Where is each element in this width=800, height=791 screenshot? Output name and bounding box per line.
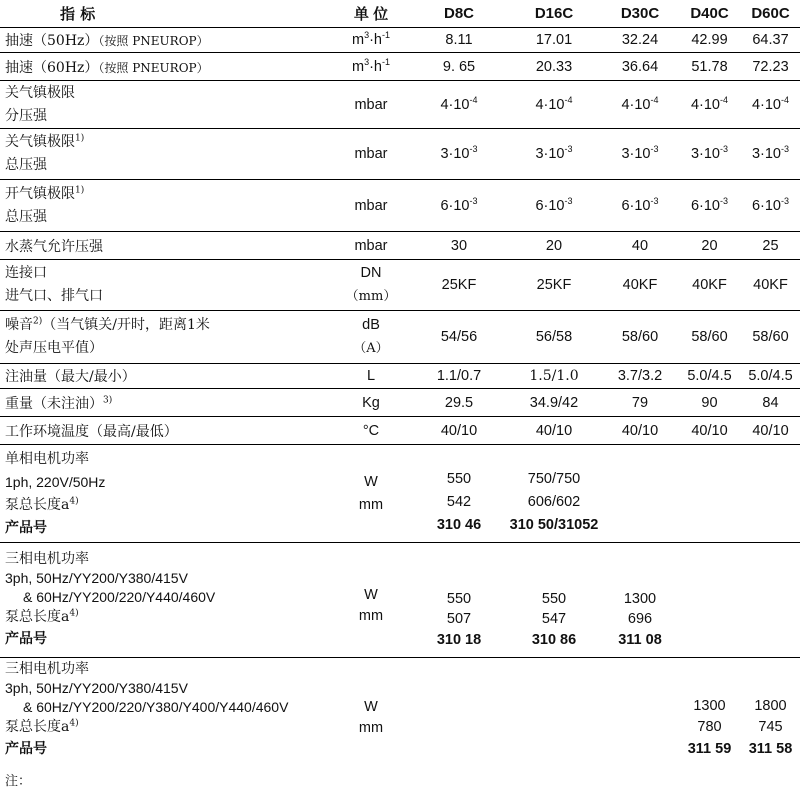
speed-50-label: 抽速（50Hz）	[5, 33, 99, 49]
conn-line1: 连接口	[5, 265, 47, 281]
mantissa: 3·10	[751, 146, 781, 162]
row-speed-60hz	[0, 53, 800, 81]
exponent: -3	[469, 144, 478, 155]
power: 1300	[693, 697, 726, 714]
empty-cell	[412, 658, 506, 763]
three1-spec1: 3ph, 50Hz/YY200/Y380/415V	[5, 569, 188, 586]
value-cell: 25	[762, 237, 779, 254]
footnote-ref: 4)	[69, 495, 79, 506]
value-cell: 42.99	[691, 32, 728, 48]
value-cell: 5.0/4.5	[687, 368, 732, 384]
row-total-closed	[0, 129, 800, 180]
power: 1300	[623, 590, 657, 607]
unit-noise	[330, 311, 412, 364]
label-three-phase-2	[0, 658, 330, 763]
value-cell	[741, 180, 800, 232]
value-cell: 34.9/42	[529, 394, 579, 411]
three1-pn-label: 产品号	[5, 630, 47, 647]
value-cell: 64.37	[752, 32, 789, 48]
value-cell: 40/10	[535, 422, 573, 439]
mantissa: 4·10	[751, 96, 781, 113]
part-number: 311 08	[618, 631, 662, 648]
single-d16c	[506, 445, 602, 543]
value-cell: 40/10	[440, 422, 478, 439]
part-number: 311 58	[748, 740, 793, 757]
value-cell: 40/10	[691, 422, 728, 439]
footnote-ref: 1)	[75, 184, 85, 195]
part-number: 310 18	[436, 631, 482, 648]
label-speed-50hz	[0, 28, 330, 53]
power: 550	[446, 590, 472, 607]
exponent: -3	[781, 195, 790, 206]
label-weight	[0, 389, 330, 417]
header-d8c: D8C	[443, 5, 474, 22]
value-cell: 40	[631, 237, 649, 254]
three2-title: 三相电机功率	[5, 660, 89, 677]
value-cell	[678, 180, 741, 232]
speed-60-note: （按照 PNEUROP）	[98, 60, 209, 75]
exponent: -3	[720, 195, 729, 206]
value-cell: 32.24	[621, 32, 659, 48]
power: 550	[541, 590, 567, 607]
conn-line2: 进气口、排气口	[5, 288, 103, 304]
unit-mid: ·h	[369, 58, 382, 75]
unit-connection	[330, 260, 412, 311]
single-title: 单相电机功率	[5, 450, 89, 467]
value-cell	[678, 129, 741, 180]
length: 542	[446, 494, 472, 510]
mantissa: 3·10	[535, 146, 565, 162]
row-three-phase-1	[0, 543, 800, 658]
value-cell	[602, 81, 678, 129]
part-number: 310 50/31052	[509, 517, 599, 533]
value-cell: 40KF	[622, 277, 658, 293]
value-cell: 3.7/3.2	[617, 368, 663, 384]
value-cell: 40/10	[621, 422, 659, 439]
label-noise	[0, 311, 330, 364]
value-cell	[602, 129, 678, 180]
empty-cell	[506, 658, 602, 763]
header-d30c: D30C	[620, 5, 660, 22]
unit-exp1: 3	[364, 30, 370, 41]
value-cell: 20	[701, 237, 718, 254]
value-cell: 79	[631, 394, 649, 411]
length: 696	[627, 610, 653, 627]
unit-w: W	[364, 699, 378, 716]
exponent: -4	[564, 94, 573, 105]
value-cell	[506, 180, 602, 232]
empty-cell	[602, 445, 678, 543]
length: 547	[541, 610, 567, 627]
exponent: -4	[720, 94, 729, 105]
value-cell: 36.64	[621, 58, 659, 75]
three2-d60c	[741, 658, 800, 763]
power: 1800	[754, 697, 787, 714]
row-temperature	[0, 417, 800, 445]
footnote-ref: 4)	[69, 607, 79, 618]
exponent: -3	[650, 195, 659, 206]
units-single	[330, 445, 412, 543]
noise-line2: 处声压电平值）	[5, 340, 103, 356]
value-cell: 58/60	[621, 329, 659, 345]
part-number: 310 46	[436, 517, 482, 533]
empty-cell	[741, 543, 800, 658]
value-cell: 51.78	[691, 58, 728, 75]
row-total-open	[0, 180, 800, 232]
unit-speed-60hz	[330, 53, 412, 81]
label-single-phase	[0, 445, 330, 543]
value-cell: 54/56	[440, 329, 478, 345]
unit-line2: （A）	[353, 341, 389, 356]
header-index: 指 标	[60, 5, 96, 23]
three1-title: 三相电机功率	[5, 550, 89, 567]
value-cell: 17.01	[535, 32, 573, 48]
three1-d16c	[506, 543, 602, 658]
value-cell: 25KF	[536, 277, 572, 293]
unit-total-open: mbar	[354, 197, 388, 214]
text: 噪音	[5, 317, 33, 333]
exponent: -3	[469, 195, 478, 206]
exponent: -4	[469, 94, 478, 105]
exponent: -3	[564, 144, 573, 155]
row-oil	[0, 364, 800, 389]
footnote-ref: 3)	[103, 394, 113, 405]
value-cell: 29.5	[444, 394, 474, 411]
label-total-open	[0, 180, 330, 232]
three1-d8c	[412, 543, 506, 658]
mantissa: 6·10	[751, 197, 781, 214]
footnote-ref: 2)	[33, 316, 43, 327]
exponent: -3	[720, 144, 729, 155]
speed-50-note: （按照 PNEUROP）	[98, 34, 209, 48]
unit-oil: L	[366, 368, 376, 384]
total-closed-line1	[5, 131, 330, 154]
exponent: -4	[781, 94, 790, 105]
value-cell: 84	[762, 394, 779, 411]
unit-exp2: -1	[382, 56, 391, 67]
row-noise	[0, 311, 800, 364]
unit-temperature: °C	[362, 422, 380, 439]
header-unit: 单 位	[353, 6, 389, 23]
mantissa: 3·10	[440, 146, 470, 162]
header-row	[0, 0, 800, 28]
units-three1	[330, 543, 412, 658]
partial-line1: 关气镇极限	[5, 84, 75, 101]
mantissa: 6·10	[621, 197, 651, 214]
total-closed-line2: 总压强	[5, 157, 47, 173]
header-d60c: D60C	[751, 5, 790, 22]
footnote-ref: 1)	[75, 133, 85, 144]
mantissa: 4·10	[535, 96, 565, 113]
unit-mm: mm	[358, 496, 384, 513]
row-vapor	[0, 232, 800, 260]
header-d16c: D16C	[534, 5, 574, 22]
unit-exp1: 3	[364, 56, 370, 67]
row-connection	[0, 260, 800, 311]
total-open-line2: 总压强	[5, 208, 47, 225]
exponent: -3	[564, 195, 573, 206]
three2-length	[5, 717, 330, 738]
value-cell	[741, 81, 800, 129]
empty-cell	[678, 543, 741, 658]
unit-line1: DN	[360, 265, 382, 281]
part-number: 311 59	[687, 740, 732, 757]
text: 泵总长度a	[5, 608, 70, 625]
single-d8c	[412, 445, 506, 543]
mantissa: 3·10	[621, 146, 651, 162]
three2-spec1: 3ph, 50Hz/YY200/Y380/415V	[5, 679, 188, 696]
value-cell: 40KF	[753, 277, 788, 293]
row-single-phase	[0, 445, 800, 543]
value-cell: 58/60	[691, 329, 728, 345]
three1-length	[5, 607, 330, 628]
unit-partial: mbar	[354, 96, 388, 113]
units-three2	[330, 658, 412, 763]
value-cell: 8.11	[445, 32, 473, 48]
three2-spec2: & 60Hz/YY200/220/Y380/Y400/Y440/460V	[23, 698, 289, 715]
unit-mid: ·h	[369, 32, 382, 48]
value-cell: 40/10	[752, 422, 789, 439]
label-vapor: 水蒸气允许压强	[5, 238, 103, 255]
value-cell	[741, 129, 800, 180]
value-cell	[506, 129, 602, 180]
single-spec: 1ph, 220V/50Hz	[5, 473, 106, 490]
value-cell	[412, 129, 506, 180]
single-pn-label: 产品号	[5, 519, 47, 536]
value-cell	[506, 81, 602, 129]
three1-spec2: & 60Hz/YY200/220/Y440/460V	[23, 588, 216, 605]
text: 泵总长度a	[5, 496, 70, 513]
noise-line1	[5, 314, 330, 337]
text: 关气镇极限	[5, 134, 75, 150]
row-weight	[0, 389, 800, 417]
value-cell: 9. 65	[442, 58, 476, 75]
unit-w: W	[364, 473, 378, 490]
empty-cell	[741, 445, 800, 543]
mantissa: 6·10	[535, 197, 565, 214]
value-cell	[412, 180, 506, 232]
exponent: -3	[650, 144, 659, 155]
mantissa: 4·10	[690, 96, 720, 113]
unit-speed-50hz	[330, 28, 412, 53]
unit-base: m	[351, 32, 365, 48]
unit-exp2: -1	[382, 30, 391, 41]
unit-weight: Kg	[362, 394, 380, 411]
total-open-line1	[5, 183, 330, 206]
label-connection	[0, 260, 330, 311]
empty-cell	[678, 445, 741, 543]
value-cell: 25KF	[441, 277, 477, 293]
value-cell: 56/58	[535, 329, 573, 345]
mantissa: 3·10	[690, 146, 720, 162]
footnote-label: 注：	[5, 774, 32, 789]
value-cell: 30	[450, 237, 468, 254]
footnote-ref: 4)	[69, 718, 79, 729]
partial-line2: 分压强	[5, 107, 47, 124]
length: 507	[446, 610, 472, 627]
value-cell: 40KF	[692, 277, 727, 293]
unit-vapor: mbar	[354, 237, 388, 254]
text: 开气镇极限	[5, 185, 75, 202]
mantissa: 4·10	[621, 96, 651, 113]
row-partial-pressure	[0, 81, 800, 129]
power: 550	[446, 471, 472, 487]
mantissa: 6·10	[690, 197, 720, 214]
exponent: -3	[781, 144, 790, 155]
unit-total-closed: mbar	[354, 146, 388, 162]
value-cell	[602, 180, 678, 232]
label-partial-pressure	[0, 81, 330, 129]
empty-cell	[602, 658, 678, 763]
header-d40c: D40C	[690, 5, 729, 22]
part-number: 310 86	[531, 631, 577, 648]
power: 750/750	[527, 471, 581, 487]
label-three-phase-1	[0, 543, 330, 658]
length: 606/602	[527, 494, 581, 510]
single-length	[5, 494, 330, 517]
unit-line2: （mm）	[345, 289, 397, 304]
text: 重量（未注油）	[5, 395, 103, 412]
three2-d40c	[678, 658, 741, 763]
length: 745	[758, 718, 783, 735]
text: （当气镇关/开时，距离1米	[42, 317, 210, 333]
unit-base: m	[351, 58, 365, 75]
three1-d30c	[602, 543, 678, 658]
unit-line1: dB	[362, 317, 380, 333]
unit-mm: mm	[358, 608, 384, 624]
value-cell: 58/60	[752, 329, 789, 345]
speed-60-label: 抽速（60Hz）	[5, 59, 99, 76]
three2-pn-label: 产品号	[5, 740, 47, 757]
text: 泵总长度a	[5, 718, 70, 735]
value-cell	[678, 81, 741, 129]
value-cell: 1.5/1.0	[529, 368, 579, 384]
exponent: -4	[650, 94, 659, 105]
value-cell: 90	[701, 394, 718, 411]
value-cell: 72.23	[752, 58, 789, 75]
unit-w: W	[364, 587, 378, 603]
value-cell: 5.0/4.5	[748, 368, 793, 384]
label-total-closed	[0, 129, 330, 180]
label-temperature: 工作环境温度（最高/最低）	[5, 423, 178, 440]
row-three-phase-2	[0, 658, 800, 763]
label-speed-60hz	[0, 53, 330, 81]
value-cell	[412, 81, 506, 129]
unit-mm: mm	[358, 720, 384, 737]
mantissa: 4·10	[440, 96, 470, 113]
value-cell: 20.33	[535, 58, 573, 75]
length: 780	[697, 718, 722, 735]
mantissa: 6·10	[440, 197, 470, 214]
row-speed-50hz	[0, 28, 800, 53]
value-cell: 1.1/0.7	[436, 368, 482, 384]
value-cell: 20	[545, 237, 563, 254]
label-oil: 注油量（最大/最小）	[5, 369, 136, 385]
